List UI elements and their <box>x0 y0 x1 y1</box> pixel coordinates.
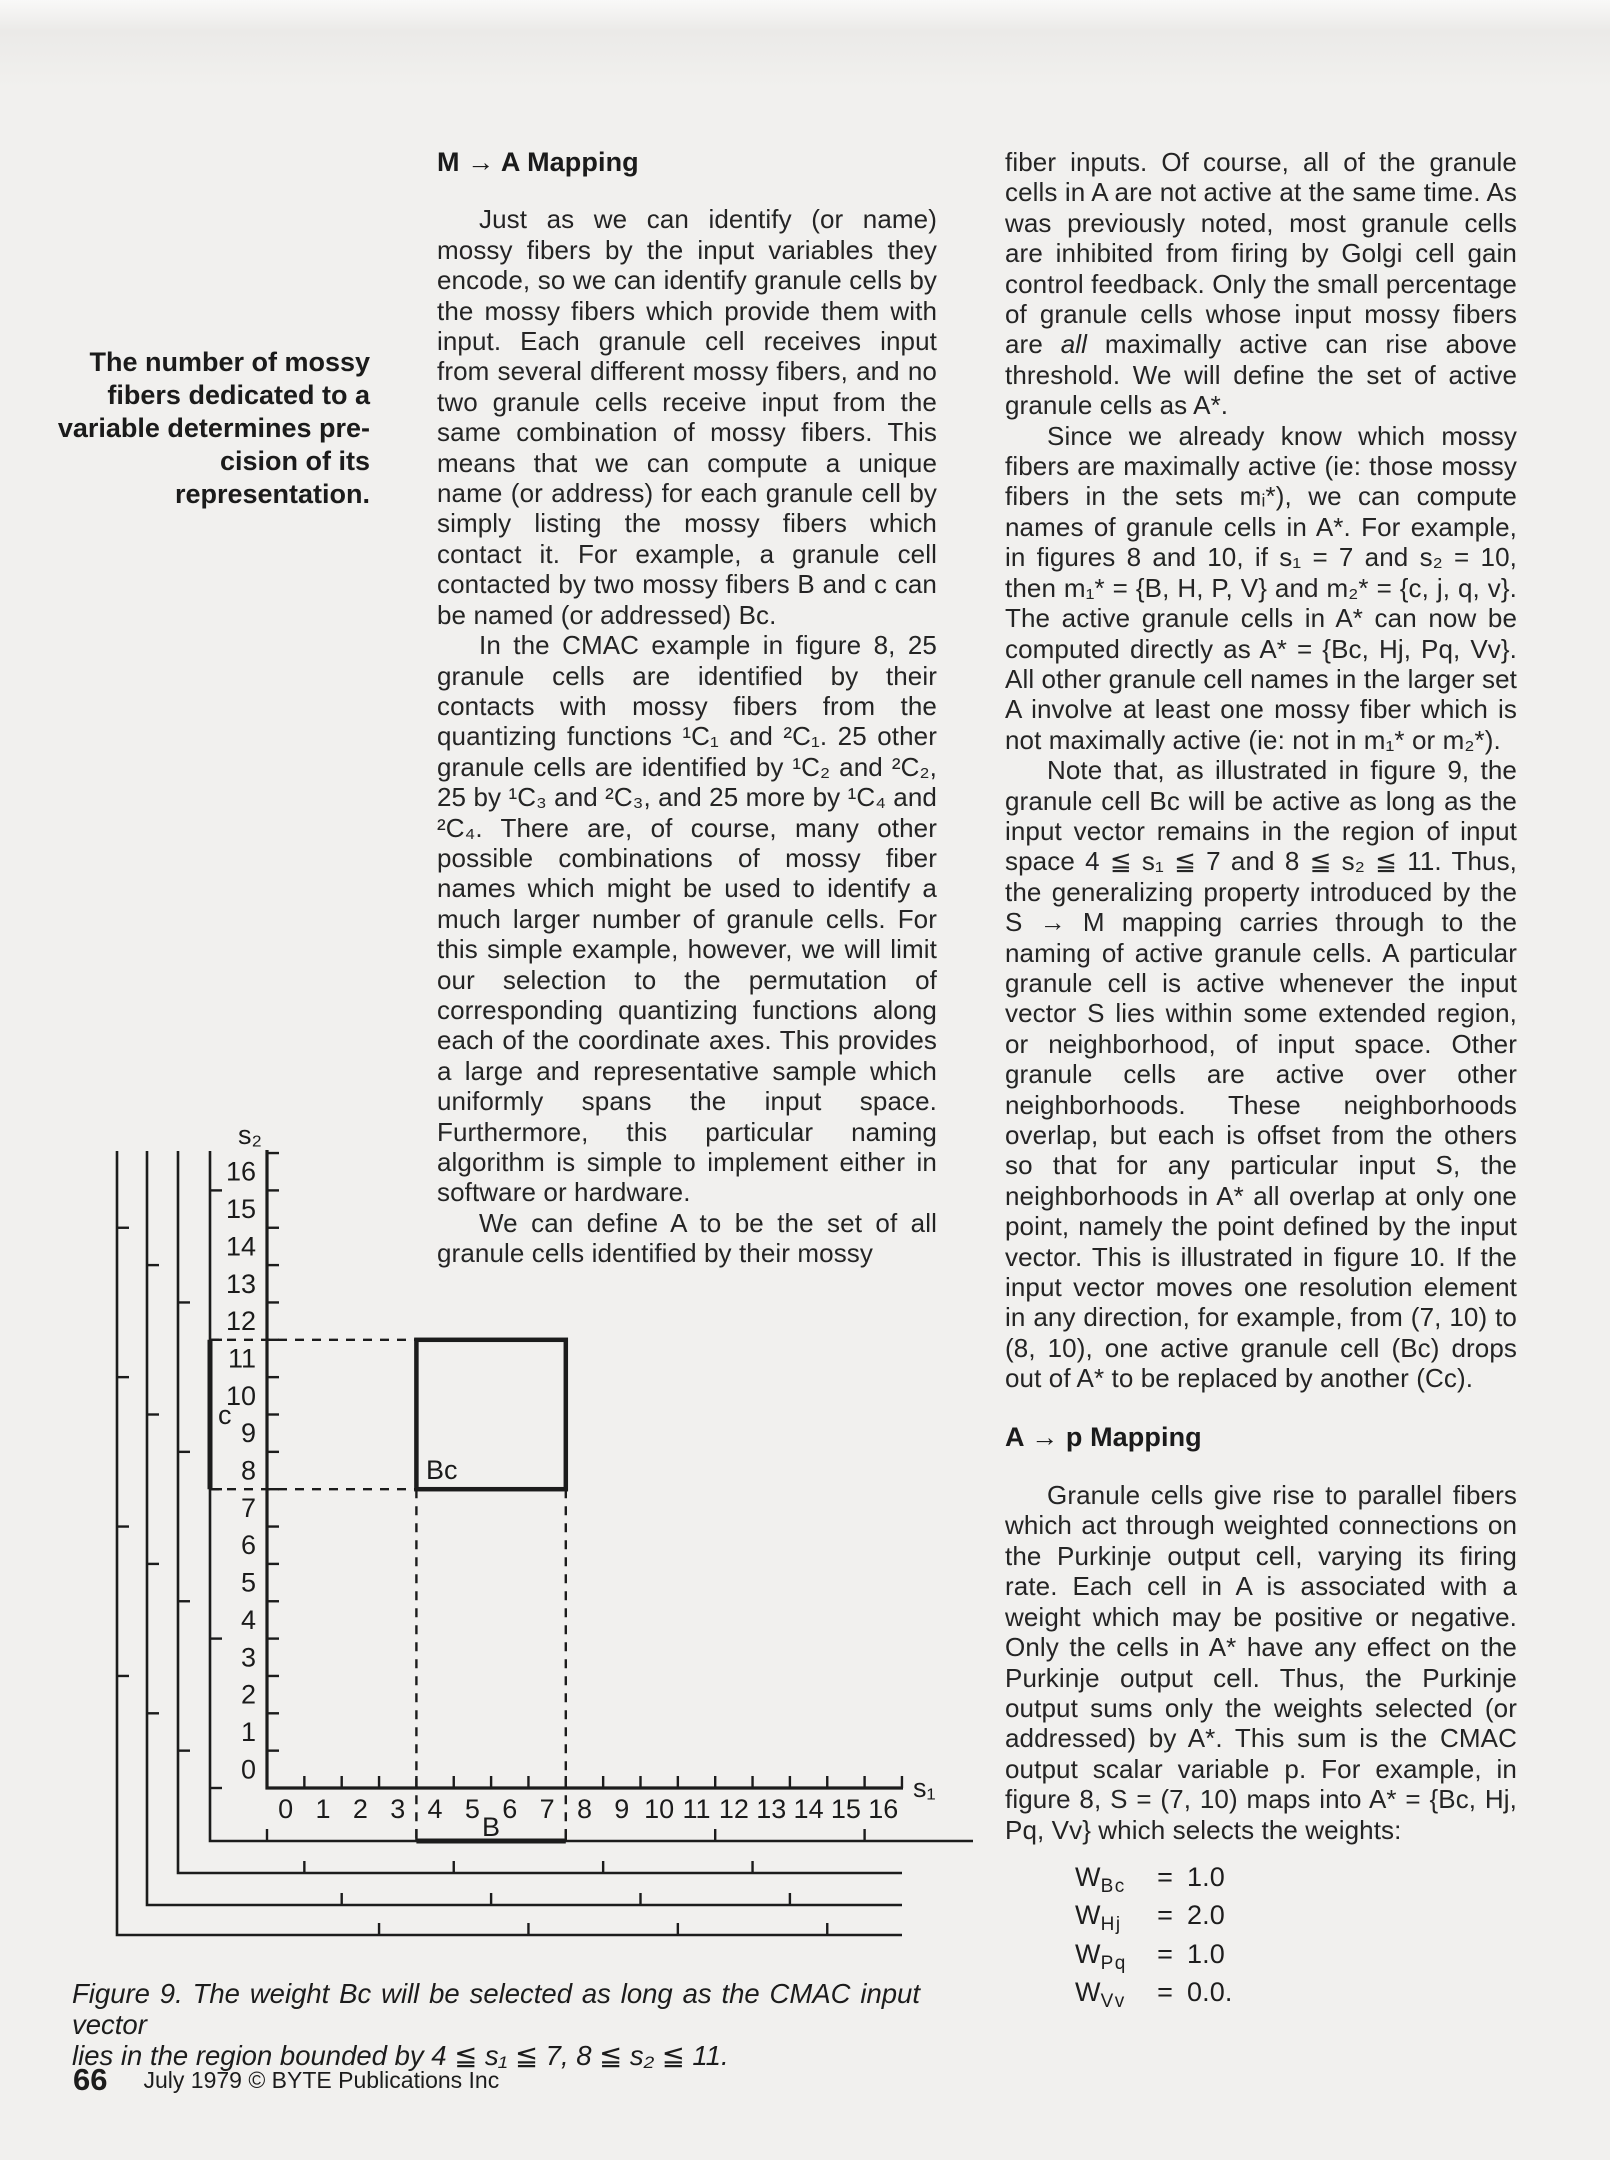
weight-row <box>1075 1901 1517 1940</box>
weight-value: 0.0. <box>1187 1977 1233 2008</box>
pull-quote-line: The number of mossy <box>89 347 370 377</box>
figure9-diagram <box>50 1118 990 1963</box>
x-tick-number: 12 <box>718 1794 749 1824</box>
equals-sign: = <box>1157 1861 1173 1892</box>
weight-symbol: W <box>1075 1977 1101 2008</box>
x-tick-number: 9 <box>614 1794 630 1824</box>
x-tick-number: 5 <box>464 1794 480 1824</box>
x-tick-number: 2 <box>352 1794 368 1824</box>
paragraph: Granule cells give rise to parallel fibers which act through weighted connections on the Purkinje output cell, varying its firing rate. Each cell in A is associated with a weight which may be positive or negative. Only the cells in A* have any effect on the Purkinje output cell. Thus, the Purkinje output sums only the weights selected (or addressed) by A*. This sum is the CMAC output scalar variable p. For example, in figure 8, S = (7, 10) maps into A* = {Bc, Hj, Pq, Vv} which selects the weights: <box>1005 1480 1517 1845</box>
emphasized-word: all <box>1060 329 1088 360</box>
x-tick-number: 4 <box>427 1794 443 1824</box>
section-heading-m-a-mapping: M → A Mapping <box>437 147 639 177</box>
page-top-scan-band <box>0 0 1610 88</box>
middle-column <box>437 147 937 1269</box>
weight-subscript: Bc <box>1100 1875 1126 1897</box>
y-tick-number: 0 <box>240 1754 256 1785</box>
y-tick-number: 15 <box>225 1194 256 1225</box>
section-heading-a-p-mapping: A → p Mapping <box>1005 1421 1202 1452</box>
y-tick-number: 8 <box>240 1455 256 1486</box>
weight-value: 2.0 <box>1187 1900 1225 1931</box>
caption-line: lies in the region bounded by 4 ≦ s₁ ≦ 7, 8 ≦ s₂ ≦ 11. <box>72 2040 729 2071</box>
weight-row <box>1075 1978 1517 2017</box>
paragraph-text: fiber inputs. Of course, all of the granule cells in A are not active at the same time. As was previously noted, most granule cells are inhibited from firing by Golgi cell gain control feedback. Only the small percentage of granule cells whose input mossy fibers are <box>1005 147 1517 360</box>
y-tick-number: 13 <box>225 1268 256 1299</box>
y-tick-number: 1 <box>240 1716 256 1747</box>
caption-line: Figure 9. The weight Bc will be selected as long as the CMAC input vector <box>72 1978 920 2040</box>
main-axes <box>267 1150 903 1788</box>
x-tick-number: 13 <box>756 1794 787 1824</box>
y-tick-number: 6 <box>240 1530 256 1561</box>
y-tick-number: 12 <box>225 1306 256 1337</box>
x-tick-number: 7 <box>539 1794 555 1824</box>
paragraph: We can define A to be the set of all granule cells identified by their mossy <box>437 1207 937 1269</box>
offset-scale-2 <box>147 1151 902 1905</box>
weight-value: 1.0 <box>1187 1938 1225 1969</box>
paragraph: Just as we can identify (or name) mossy fibers by the input variables they encode, so we can identify granule cells by the mossy fibers which provide them with input. Each granule cell receives input from several different mossy fibers, and no two granule cells receive input from the same combination of mossy fibers. This means that we can compute a unique name (or address) for each granule cell by simply listing the mossy fibers which contact it. For example, a granule cell contacted by two mossy fibers B and c can be named (or addressed) Bc. <box>437 204 937 630</box>
pull-quote-line: cision of its representation. <box>174 446 370 509</box>
equals-sign: = <box>1157 1900 1173 1931</box>
y-tick-number: 11 <box>227 1343 256 1374</box>
x-tick-number: 3 <box>390 1794 406 1824</box>
x-tick-number: 16 <box>868 1794 899 1824</box>
paragraph: In the CMAC example in figure 8, 25 granule cells are identified by their contacts with mossy fibers from the quantizing functions ¹C₁ and ²C₁. 25 other granule cells are identified by ¹C₂ and ²C₂, 25 by ¹C₃ and ²C₃, and 25 more by ¹C₄ and ²C₄. There are, of course, many other possible combinations of mossy fiber names which might be used to identify a much larger number of granule cells. For this simple example, however, we will limit our selection to the permutation of corresponding quantizing functions along each of the coordinate axes. This provides a large and representative sample which uniformly spans the input space. Furthermore, this particular naming algorithm is simple to implement either in software or hardware. <box>437 630 937 1208</box>
paragraph-text: maximally active can rise above threshold. We will define the set of active granule cells as A*. <box>1005 329 1517 421</box>
x-tick-number: 6 <box>502 1794 518 1824</box>
y-tick-number: 14 <box>225 1231 256 1262</box>
weight-subscript: Hj <box>1100 1914 1122 1936</box>
b-interval-label: B <box>481 1812 501 1842</box>
x-tick-number: 14 <box>793 1794 824 1824</box>
y-tick-number: 2 <box>240 1679 256 1710</box>
weight-subscript: Pq <box>1100 1952 1127 1974</box>
weight-symbol: W <box>1075 1938 1101 1969</box>
x-tick-number: 15 <box>830 1794 861 1824</box>
figure9-caption <box>72 1978 920 2071</box>
x-tick-number: 10 <box>644 1794 675 1824</box>
pull-quote-line: variable determines pre- <box>57 413 370 443</box>
page-footer <box>73 2062 499 2098</box>
paragraph: Note that, as illustrated in figure 9, the granule cell Bc will be active as long as the input vector remains in the region of input space 4 ≦ s₁ ≦ 7 and 8 ≦ s₂ ≦ 11. Thus, the generalizing property introduced by the S → M mapping carries through to the naming of active granule cells. A particular granule cell is active whenever the input vector S lies within some extended region, or neighborhood, of input space. Other granule cells are active over other neighborhoods. These neighborhoods overlap, but each is offset from the others so that for any particular input S, the neighborhoods in A* all overlap at only one point, namely the point defined by the input vector. This is illustrated in figure 10. If the input vector moves one resolution element in any direction, for example, from (7, 10) to (8, 10), one active granule cell (Bc) drops out of A* to be replaced by another (Cc). <box>1005 755 1517 1394</box>
pull-quote <box>52 346 370 511</box>
offset-scale-1 <box>178 1151 902 1873</box>
equals-sign: = <box>1157 1938 1173 1969</box>
x-tick-number: 0 <box>278 1794 294 1824</box>
x-tick-number: 11 <box>682 1794 711 1824</box>
page-number: 66 <box>73 2062 108 2097</box>
weight-symbol: W <box>1075 1900 1101 1931</box>
weight-row <box>1075 1863 1517 1902</box>
equals-sign: = <box>1157 1977 1173 2008</box>
offset-scale-0 <box>210 1151 973 1841</box>
y-tick-number: 9 <box>240 1418 256 1449</box>
pull-quote-line: fibers dedicated to a <box>107 380 370 410</box>
y-tick-number: 5 <box>240 1567 256 1598</box>
weight-list <box>1075 1863 1517 2017</box>
x-axis-label: s₁ <box>913 1773 936 1803</box>
right-column <box>1005 147 1517 2017</box>
y-tick-number: 10 <box>225 1380 256 1411</box>
paragraph <box>1005 147 1517 421</box>
y-axis-label: s₂ <box>238 1120 262 1150</box>
y-tick-number: 7 <box>240 1492 256 1523</box>
x-tick-number: 1 <box>315 1794 331 1824</box>
paragraph: Since we already know which mossy fibers are maximally active (ie: those mossy fibers in the sets mᵢ*), we can compute names of granule cells in A*. For example, in figures 8 and 10, if s₁ = 7 and s₂ = 10, then m₁* = {B, H, P, V} and m₂* = {c, j, q, v}. The active granule cells in A* can now be computed directly as A* = {Bc, Hj, Pq, Vv}. All other granule cell names in the larger set A involve at least one mossy fiber which is not maximally active (ie: not in m₁* or m₂*). <box>1005 420 1517 755</box>
y-tick-number: 16 <box>225 1156 256 1187</box>
weight-value: 1.0 <box>1187 1861 1225 1892</box>
weight-subscript: Vv <box>1100 1991 1126 2013</box>
weight-symbol: W <box>1075 1861 1101 1892</box>
y-tick-number: 3 <box>240 1642 256 1673</box>
bc-box-label: Bc <box>426 1455 458 1485</box>
c-interval-label: c <box>218 1400 232 1430</box>
x-tick-number: 8 <box>576 1794 592 1824</box>
publication-credit: July 1979 © BYTE Publications Inc <box>143 2067 500 2093</box>
y-tick-number: 4 <box>240 1604 256 1635</box>
weight-row <box>1075 1940 1517 1979</box>
